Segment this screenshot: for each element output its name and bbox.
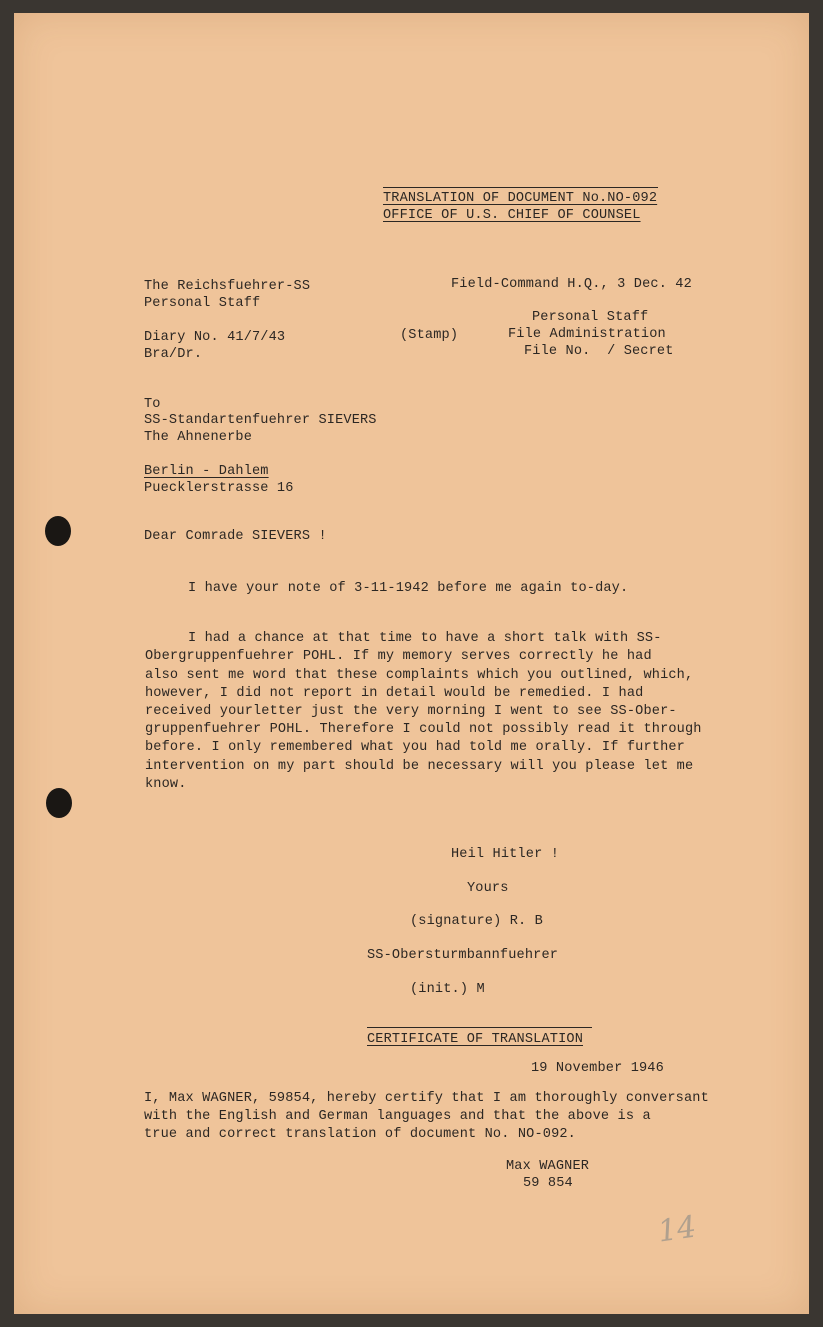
sender-org: The Reichsfuehrer-SS — [144, 279, 311, 294]
recipient-to: To — [144, 397, 161, 412]
recipient-org: The Ahnenerbe — [144, 430, 252, 445]
recipient-city: Berlin - Dahlem — [144, 464, 269, 479]
certificate-title: CERTIFICATE OF TRANSLATION — [367, 1032, 583, 1047]
certificate-signer-name: Max WAGNER — [506, 1159, 590, 1174]
header-top-rule — [383, 187, 658, 188]
certificate-text: I, Max WAGNER, 59854, hereby certify that I am thoroughly conversant with the English and German languages and that the above is a true and correct translation of document No. NO-092. — [144, 1091, 709, 1142]
body-paragraph-2-text: I had a chance at that time to have a short talk with SS- Obergruppenfuehrer POHL. If my memory serves correctly he had also sent me word that these complaints which you outlined, which, however, I did not report in detail would be remedied. I had received yourletter just the very morning I went to see SS-Ober- gruppenfuehrer POHL. Therefore I could not possibly read it through before. I only remembered what you had told me orally. If further intervention on my part should be necessary will you please let me know. — [145, 631, 702, 792]
stamp-line-1: Personal Staff — [532, 310, 649, 325]
certificate-top-rule — [367, 1027, 592, 1028]
salutation: Dear Comrade SIEVERS ! — [144, 529, 327, 544]
stamp-line-3: File No. / Secret — [524, 344, 674, 359]
stamp-line-2: File Administration — [508, 327, 666, 342]
body-paragraph-2 — [145, 612, 715, 812]
closing-init: (init.) M — [410, 982, 485, 997]
header-line-2: OFFICE OF U.S. CHIEF OF COUNSEL — [383, 208, 641, 223]
closing-signature: (signature) R. B — [410, 914, 543, 929]
stamp-label: (Stamp) — [400, 328, 459, 343]
punch-hole-top — [45, 516, 71, 546]
body-paragraph-1: I have your note of 3-11-1942 before me again to-day. — [188, 581, 629, 596]
closing-yours: Yours — [467, 881, 509, 896]
recipient-name: SS-Standartenfuehrer SIEVERS — [144, 413, 377, 428]
diary-number: Diary No. 41/7/43 — [144, 330, 286, 345]
place-date: Field-Command H.Q., 3 Dec. 42 — [451, 277, 692, 292]
punch-hole-bottom — [46, 788, 72, 818]
closing-greeting: Heil Hitler ! — [451, 847, 559, 862]
certificate-date: 19 November 1946 — [531, 1061, 664, 1076]
page-number: 14 — [655, 1209, 699, 1250]
recipient-street: Puecklerstrasse 16 — [144, 481, 294, 496]
closing-rank: SS-Obersturmbannfuehrer — [367, 948, 559, 963]
sender-dept: Personal Staff — [144, 296, 261, 311]
header-line-1: TRANSLATION OF DOCUMENT No.NO-092 — [383, 191, 658, 206]
sender-initials: Bra/Dr. — [144, 347, 203, 362]
certificate-signer-number: 59 854 — [523, 1176, 573, 1191]
